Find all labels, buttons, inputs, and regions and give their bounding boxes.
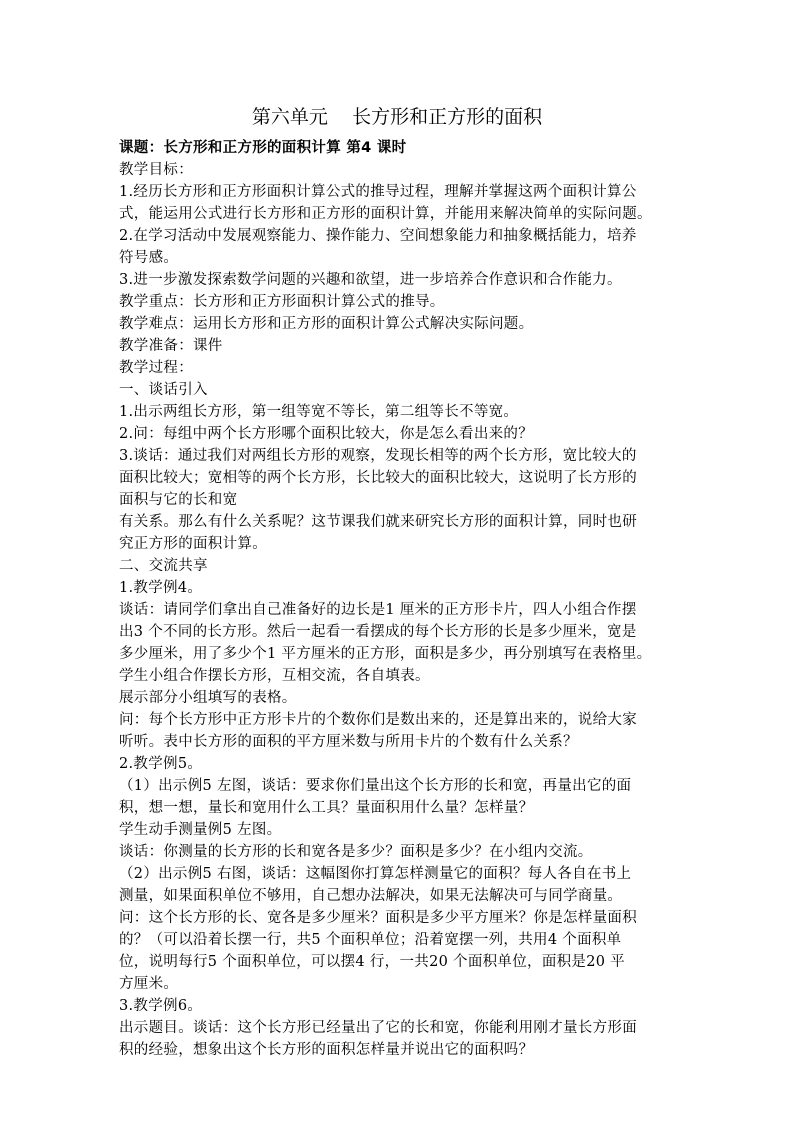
text-line: 展示部分小组填写的表格。 [119, 690, 297, 706]
text-line: 教学目标： [119, 162, 193, 178]
text-line: 2.在学习活动中发展观察能力、操作能力、空间想象能力和抽象概括能力，培养 [119, 228, 637, 244]
text-line: 1.出示两组长方形，第一组等宽不等长，第二组等长不等宽。 [119, 404, 519, 420]
text-line: 谈话：你测量的长方形的长和宽各是多少？面积是多少？在小组内交流。 [119, 844, 593, 860]
text-line: 3.谈话：通过我们对两组长方形的观察，发现长相等的两个长方形，宽比较大的 [119, 448, 637, 464]
text-line: 问：这个长方形的长、宽各是多少厘米？面积是多少平方厘米？你是怎样量面积 [119, 910, 637, 926]
text-line: 学生小组合作摆长方形，互相交流，各自填表。 [119, 668, 430, 684]
text-line: 教学重点：长方形和正方形面积计算公式的推导。 [119, 294, 445, 310]
lesson-heading: 课题：长方形和正方形的面积计算 第4 课时 [119, 140, 407, 156]
text-line: 1.教学例4。 [119, 580, 203, 596]
text-line: 多少厘米，用了多少个1 平方厘米的正方形，面积是多少，再分别填写在表格里。 [119, 646, 652, 662]
text-line: 面积与它的长和宽 [119, 492, 238, 508]
text-line: 式，能运用公式进行长方形和正方形的面积计算，并能用来解决简单的实际问题。 [119, 206, 652, 222]
text-line: 谈话：请同学们拿出自己准备好的边长是1 厘米的正方形卡片，四人小组合作摆 [119, 602, 637, 618]
text-line: 有关系。那么有什么关系呢？这节课我们就来研究长方形的面积计算，同时也研 [119, 514, 637, 530]
text-line: 2.问：每组中两个长方形哪个面积比较大，你是怎么看出来的？ [119, 426, 534, 442]
text-line: 教学准备：课件 [119, 338, 223, 354]
text-line: 听听。表中长方形的面积的平方厘米数与所用卡片的个数有什么关系？ [119, 734, 578, 750]
text-line: 3.进一步激发探索数学问题的兴趣和欲望，进一步培养合作意识和合作能力。 [119, 272, 622, 288]
document-title: 第六单元 长方形和正方形的面积 [251, 106, 543, 128]
text-line: 出3 个不同的长方形。然后一起看一看摆成的每个长方形的长是多少厘米，宽是 [119, 624, 637, 640]
text-line: 符号感。 [119, 250, 179, 266]
text-line: 测量，如果面积单位不够用，自己想办法解决，如果无法解决可与同学商量。 [119, 888, 623, 904]
text-line: 二、交流共享 [119, 558, 208, 574]
text-line: 3.教学例6。 [119, 998, 203, 1014]
text-line: 学生动手测量例5 左图。 [119, 822, 282, 838]
document-body [119, 137, 679, 1061]
text-line: 问：每个长方形中正方形卡片的个数你们是数出来的，还是算出来的，说给大家 [119, 712, 637, 728]
text-line: 究正方形的面积计算。 [119, 536, 267, 552]
text-line: （2）出示例5 右图，谈话：这幅图你打算怎样测量它的面积？每人各自在书上 [119, 866, 632, 882]
text-line: 出示题目。谈话：这个长方形已经量出了它的长和宽，你能利用刚才量长方形面 [119, 1020, 637, 1036]
text-line: 一、谈话引入 [119, 382, 208, 398]
text-line: 的？（可以沿着长摆一行，共5 个面积单位；沿着宽摆一列，共用4 个面积单 [119, 932, 622, 948]
text-line: 2.教学例5。 [119, 756, 203, 772]
text-line: 积，想一想，量长和宽用什么工具？量面积用什么量？怎样量？ [119, 800, 534, 816]
text-line: 位，说明每行5 个面积单位，可以摆4 行，一共20 个面积单位，面积是20 平 [119, 954, 625, 970]
text-line: 面积比较大；宽相等的两个长方形，长比较大的面积比较大，这说明了长方形的 [119, 470, 637, 486]
text-line: 方厘米。 [119, 976, 179, 992]
text-line: 1.经历长方形和正方形面积计算公式的推导过程，理解并掌握这两个面积计算公 [119, 184, 637, 200]
text-line: 积的经验，想象出这个长方形的面积怎样量并说出它的面积吗？ [119, 1042, 534, 1058]
text-line: 教学难点：运用长方形和正方形的面积计算公式解决实际问题。 [119, 316, 534, 332]
text-line: （1）出示例5 左图，谈话：要求你们量出这个长方形的长和宽，再量出它的面 [119, 778, 632, 794]
text-line: 教学过程： [119, 360, 193, 376]
